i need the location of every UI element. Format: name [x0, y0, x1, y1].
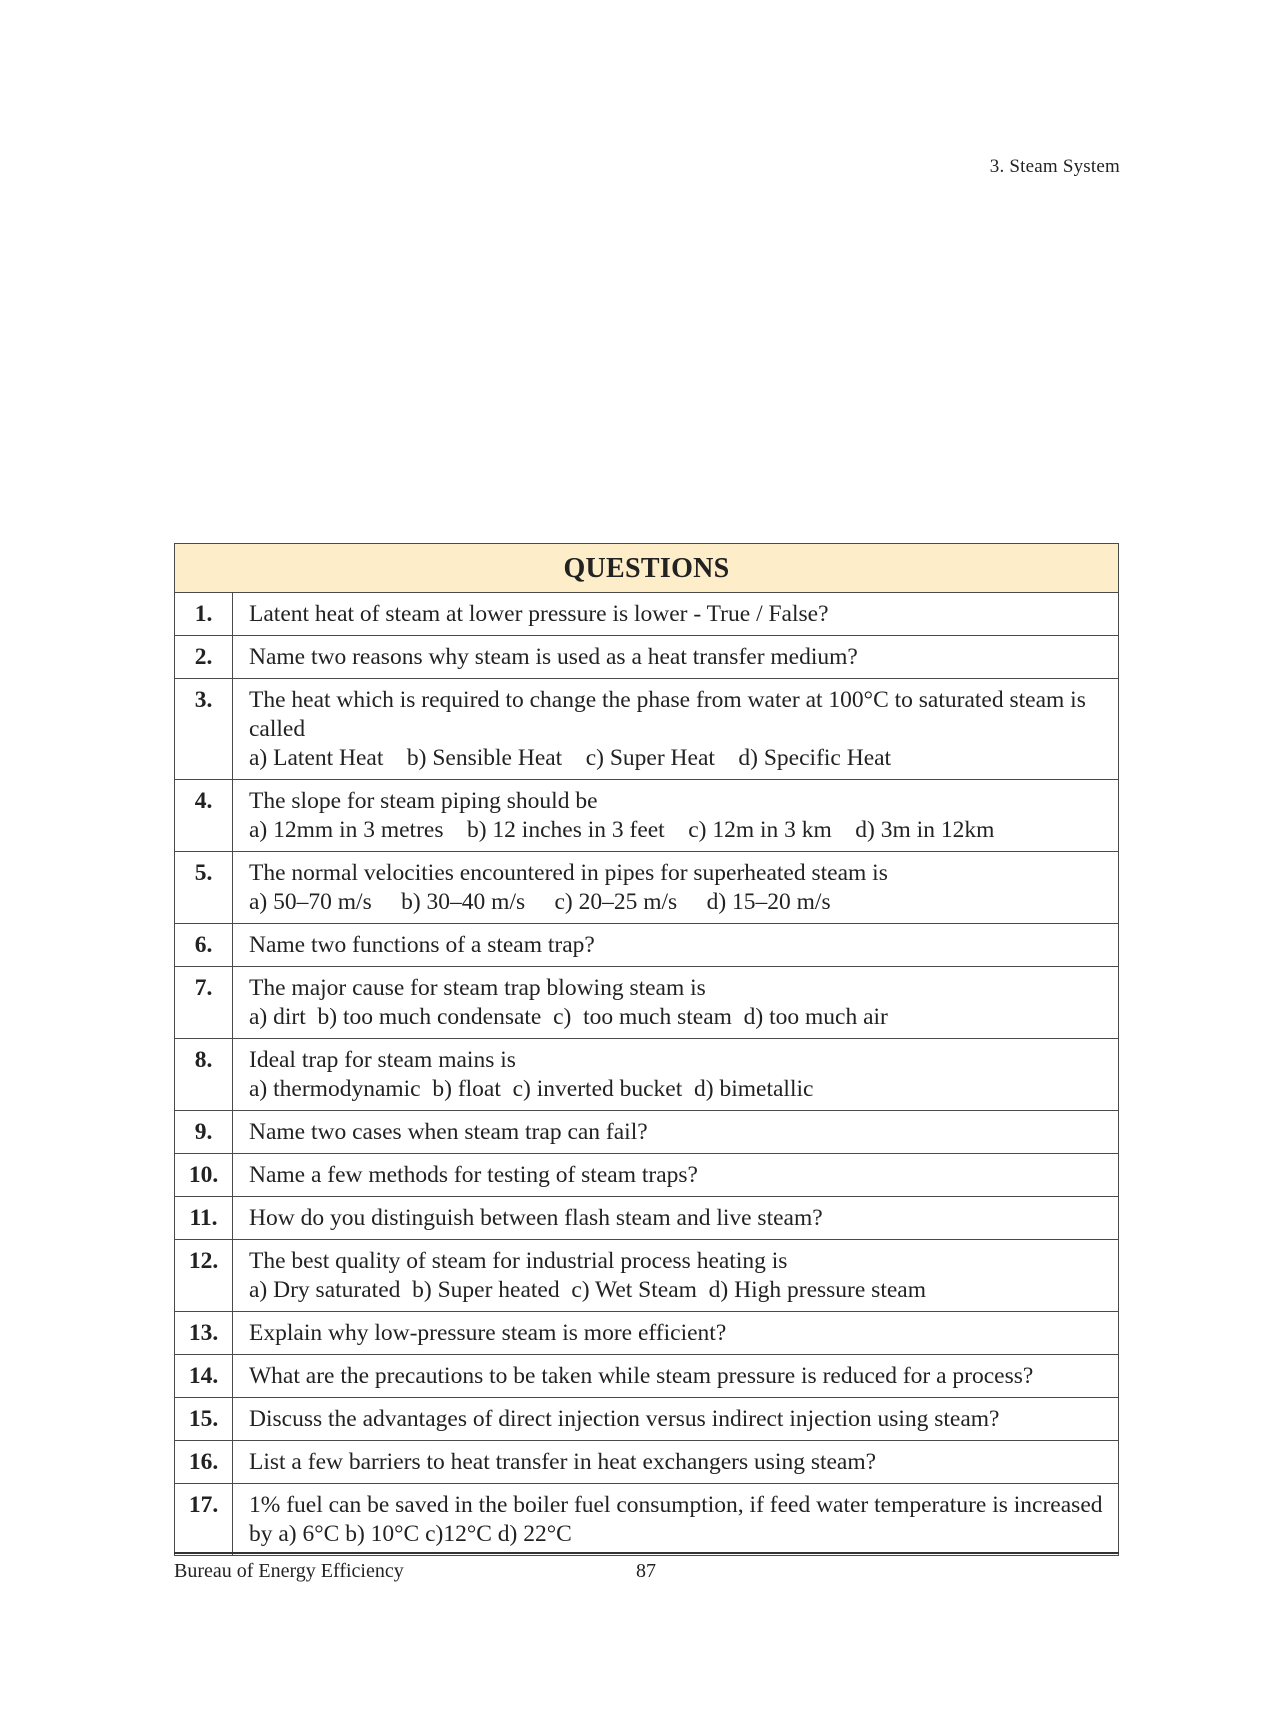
- question-number: 3.: [175, 679, 233, 780]
- question-number: 7.: [175, 967, 233, 1039]
- question-line: How do you distinguish between flash steam and live steam?: [249, 1205, 823, 1231]
- question-row: [175, 1312, 1119, 1355]
- questions-table: [174, 543, 1119, 1556]
- question-text: [233, 636, 1119, 679]
- question-text: [233, 1398, 1119, 1441]
- question-text: [233, 1484, 1119, 1556]
- question-row: [175, 1111, 1119, 1154]
- question-row: [175, 1197, 1119, 1240]
- question-line: The normal velocities encountered in pipes for superheated steam is: [249, 860, 888, 886]
- question-number: 15.: [175, 1398, 233, 1441]
- question-line: The heat which is required to change the phase from water at 100°C to saturated steam is called: [249, 687, 1086, 742]
- question-number: 12.: [175, 1240, 233, 1312]
- question-options: a) thermodynamic b) float c) inverted bucket d) bimetallic: [249, 1076, 814, 1102]
- question-line: Name a few methods for testing of steam traps?: [249, 1162, 698, 1188]
- question-text: [233, 967, 1119, 1039]
- question-row: [175, 1441, 1119, 1484]
- footer-page-number: 87: [636, 1560, 656, 1582]
- question-text: [233, 593, 1119, 636]
- question-number: 2.: [175, 636, 233, 679]
- question-number: 11.: [175, 1197, 233, 1240]
- question-row: [175, 1398, 1119, 1441]
- running-head: 3. Steam System: [989, 156, 1120, 177]
- questions-title: QUESTIONS: [175, 544, 1119, 593]
- question-line: Name two functions of a steam trap?: [249, 932, 595, 958]
- question-row: [175, 1355, 1119, 1398]
- question-row: [175, 1484, 1119, 1556]
- question-number: 1.: [175, 593, 233, 636]
- question-row: [175, 679, 1119, 780]
- question-options: a) Dry saturated b) Super heated c) Wet Steam d) High pressure steam: [249, 1277, 926, 1303]
- question-row: [175, 967, 1119, 1039]
- question-line: The best quality of steam for industrial process heating is: [249, 1248, 788, 1274]
- question-line: Latent heat of steam at lower pressure is lower - True / False?: [249, 601, 829, 627]
- question-number: 17.: [175, 1484, 233, 1556]
- question-line: Name two cases when steam trap can fail?: [249, 1119, 648, 1145]
- question-text: [233, 1197, 1119, 1240]
- question-number: 8.: [175, 1039, 233, 1111]
- question-line: Explain why low-pressure steam is more efficient?: [249, 1320, 727, 1346]
- question-text: [233, 1240, 1119, 1312]
- question-options: a) 12mm in 3 metres b) 12 inches in 3 feet c) 12m in 3 km d) 3m in 12km: [249, 817, 995, 843]
- question-number: 16.: [175, 1441, 233, 1484]
- question-line: The major cause for steam trap blowing steam is: [249, 975, 706, 1001]
- question-line: Ideal trap for steam mains is: [249, 1047, 516, 1073]
- footer-publisher: Bureau of Energy Efficiency: [174, 1560, 404, 1582]
- question-options: a) 50–70 m/s b) 30–40 m/s c) 20–25 m/s d) 15–20 m/s: [249, 889, 831, 915]
- question-row: [175, 593, 1119, 636]
- question-line: What are the precautions to be taken while steam pressure is reduced for a process?: [249, 1363, 1034, 1389]
- footer-rule: [174, 1552, 1119, 1554]
- question-row: [175, 924, 1119, 967]
- question-number: 14.: [175, 1355, 233, 1398]
- question-number: 6.: [175, 924, 233, 967]
- question-row: [175, 780, 1119, 852]
- question-line: 1% fuel can be saved in the boiler fuel consumption, if feed water temperature is increased by a) 6°C b) 10°C c)12°C d) 22°C: [249, 1492, 1103, 1547]
- question-row: [175, 1240, 1119, 1312]
- question-text: [233, 852, 1119, 924]
- question-text: [233, 924, 1119, 967]
- question-text: [233, 1154, 1119, 1197]
- question-row: [175, 1039, 1119, 1111]
- question-text: [233, 1039, 1119, 1111]
- question-line: The slope for steam piping should be: [249, 788, 598, 814]
- question-row: [175, 636, 1119, 679]
- question-number: 5.: [175, 852, 233, 924]
- questions-header-row: [175, 544, 1119, 593]
- question-text: [233, 1355, 1119, 1398]
- question-text: [233, 1441, 1119, 1484]
- question-number: 9.: [175, 1111, 233, 1154]
- question-options: a) dirt b) too much condensate c) too much steam d) too much air: [249, 1004, 888, 1030]
- question-text: [233, 1111, 1119, 1154]
- question-number: 13.: [175, 1312, 233, 1355]
- questions-body: [175, 593, 1119, 1556]
- question-text: [233, 780, 1119, 852]
- question-row: [175, 852, 1119, 924]
- question-number: 4.: [175, 780, 233, 852]
- question-row: [175, 1154, 1119, 1197]
- question-line: Discuss the advantages of direct injection versus indirect injection using steam?: [249, 1406, 1000, 1432]
- question-text: [233, 1312, 1119, 1355]
- question-options: a) Latent Heat b) Sensible Heat c) Super Heat d) Specific Heat: [249, 745, 892, 771]
- question-line: List a few barriers to heat transfer in heat exchangers using steam?: [249, 1449, 877, 1475]
- question-text: [233, 679, 1119, 780]
- question-number: 10.: [175, 1154, 233, 1197]
- question-line: Name two reasons why steam is used as a heat transfer medium?: [249, 644, 858, 670]
